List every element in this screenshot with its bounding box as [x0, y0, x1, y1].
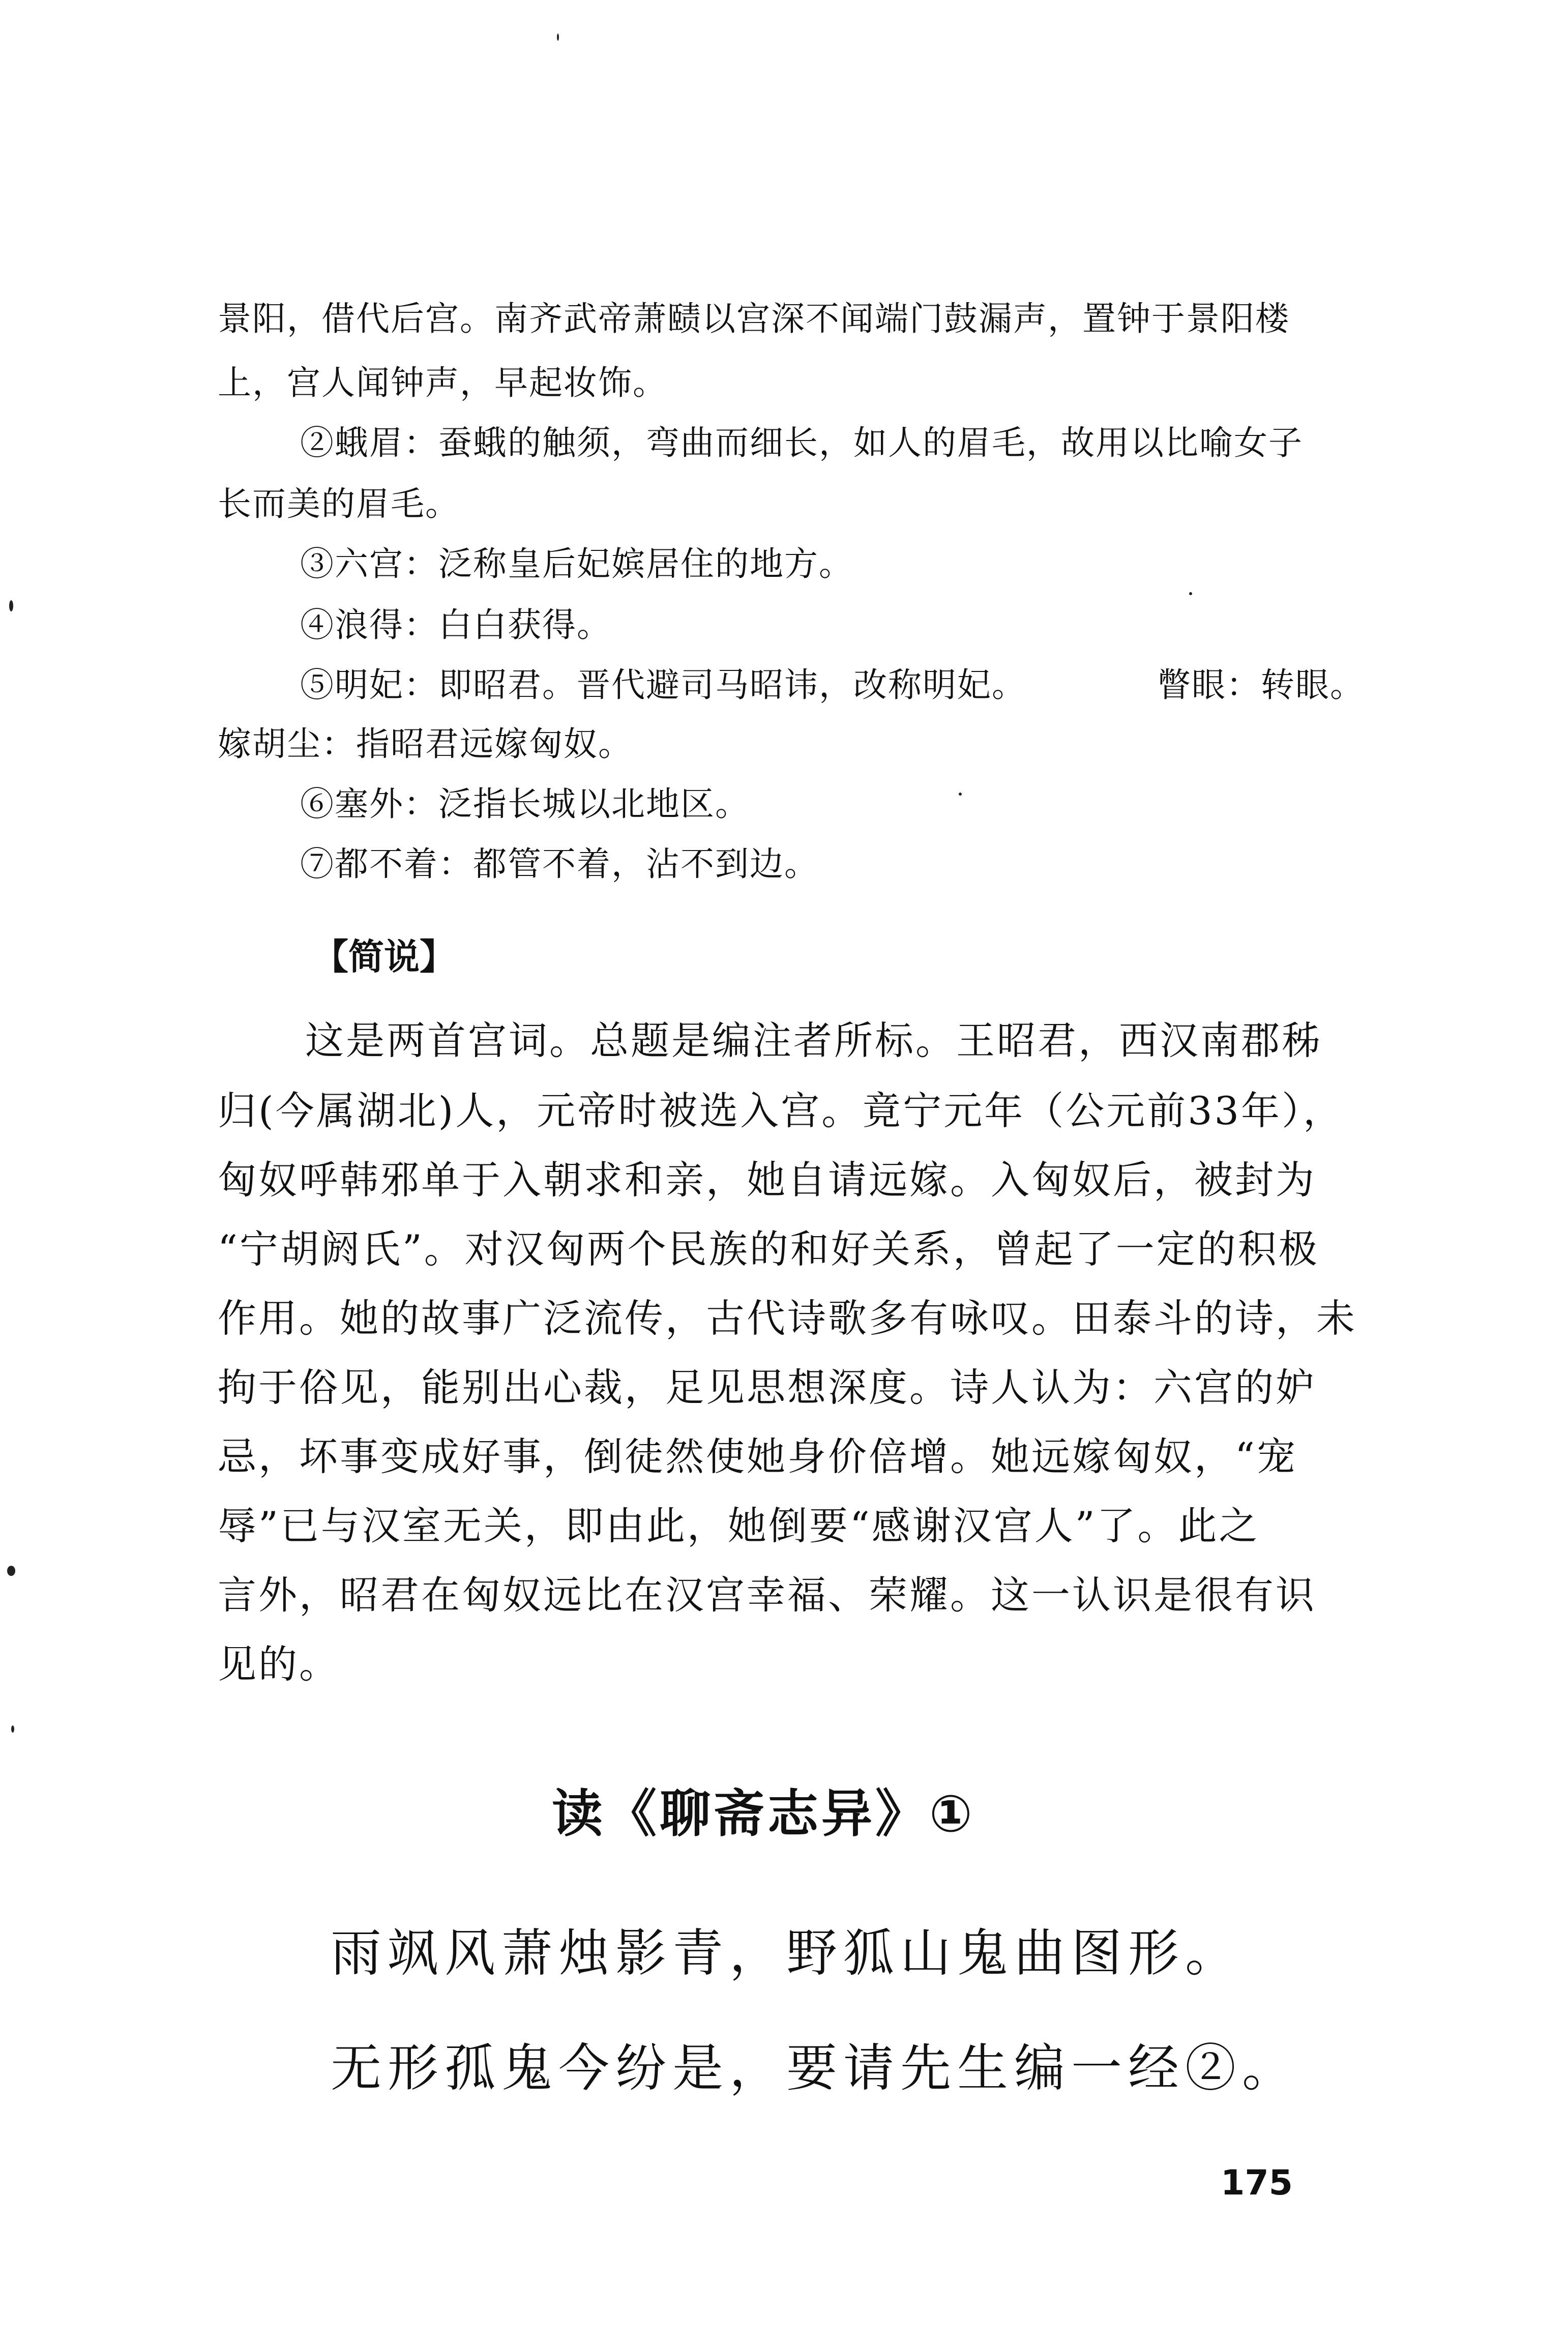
commentary-line-10: 见的。 — [218, 1642, 340, 1687]
commentary-line-6: 拘于俗见，能别出心裁，足见思想深度。诗人认为：六宫的妒 — [218, 1365, 1316, 1410]
note-7: ⑦都不着：都管不着，沾不到边。 — [300, 844, 819, 884]
scan-speck — [9, 600, 13, 611]
scan-speck — [959, 793, 962, 796]
note-5-line-1-second-entry: 瞥眼：转眼。 — [1157, 665, 1365, 705]
note-5-line-2: 嫁胡尘：指昭君远嫁匈奴。 — [218, 724, 633, 764]
note-5-line-1: ⑤明妃：即昭君。晋代避司马昭讳，改称明妃。 — [300, 665, 1026, 705]
commentary-line-9: 言外，昭君在匈奴远比在汉宫幸福、荣耀。这一认识是很有识 — [218, 1572, 1316, 1618]
poem-title: 读《聊斋志异》① — [552, 1784, 975, 1843]
commentary-line-8: 辱”已与汉室无关，即由此，她倒要“感谢汉宫人”了。此之 — [218, 1503, 1260, 1548]
note-continuation-line-1: 景阳，借代后宫。南齐武帝萧赜以宫深不闻端门鼓漏声，置钟于景阳楼 — [218, 299, 1290, 338]
commentary-line-3: 匈奴呼韩邪单于入朝求和亲，她自请远嫁。入匈奴后，被封为 — [218, 1157, 1316, 1203]
scan-speck — [557, 34, 559, 41]
commentary-line-4: “宁胡阏氏”。对汉匈两个民族的和好关系，曾起了一定的积极 — [218, 1226, 1319, 1272]
poem-line-2: 无形孤鬼今纷是，要请先生编一经②。 — [331, 2038, 1299, 2098]
commentary-line-2: 归(今属湖北)人，元帝时被选入宫。竟宁元年（公元前33年）， — [218, 1088, 1344, 1133]
note-3: ③六宫：泛称皇后妃嫔居住的地方。 — [300, 544, 853, 583]
note-6: ⑥塞外：泛指长城以北地区。 — [300, 784, 750, 824]
poem-line-1: 雨飒风萧烛影青，野狐山鬼曲图形。 — [331, 1923, 1242, 1983]
page-number: 175 — [1221, 2163, 1293, 2203]
scan-speck — [11, 1725, 14, 1733]
commentary-line-5: 作用。她的故事广泛流传，古代诗歌多有咏叹。田泰斗的诗，未 — [218, 1296, 1357, 1341]
commentary-heading: 【简说】 — [313, 936, 455, 978]
commentary-line-7: 忌，坏事变成好事，倒徒然使她身价倍增。她远嫁匈奴，“宠 — [218, 1434, 1297, 1479]
note-4: ④浪得：白白获得。 — [300, 605, 611, 645]
note-2-line-1: ②蛾眉：蚕蛾的触须，弯曲而细长，如人的眉毛，故用以比喻女子 — [300, 423, 1303, 462]
scan-speck — [1189, 592, 1192, 595]
commentary-line-1: 这是两首宫词。总题是编注者所标。王昭君，西汉南郡秭 — [305, 1018, 1322, 1063]
note-2-line-2: 长而美的眉毛。 — [218, 484, 460, 523]
scan-speck — [7, 1566, 15, 1576]
note-continuation-line-2: 上，宫人闻钟声，早起妆饰。 — [218, 363, 667, 402]
